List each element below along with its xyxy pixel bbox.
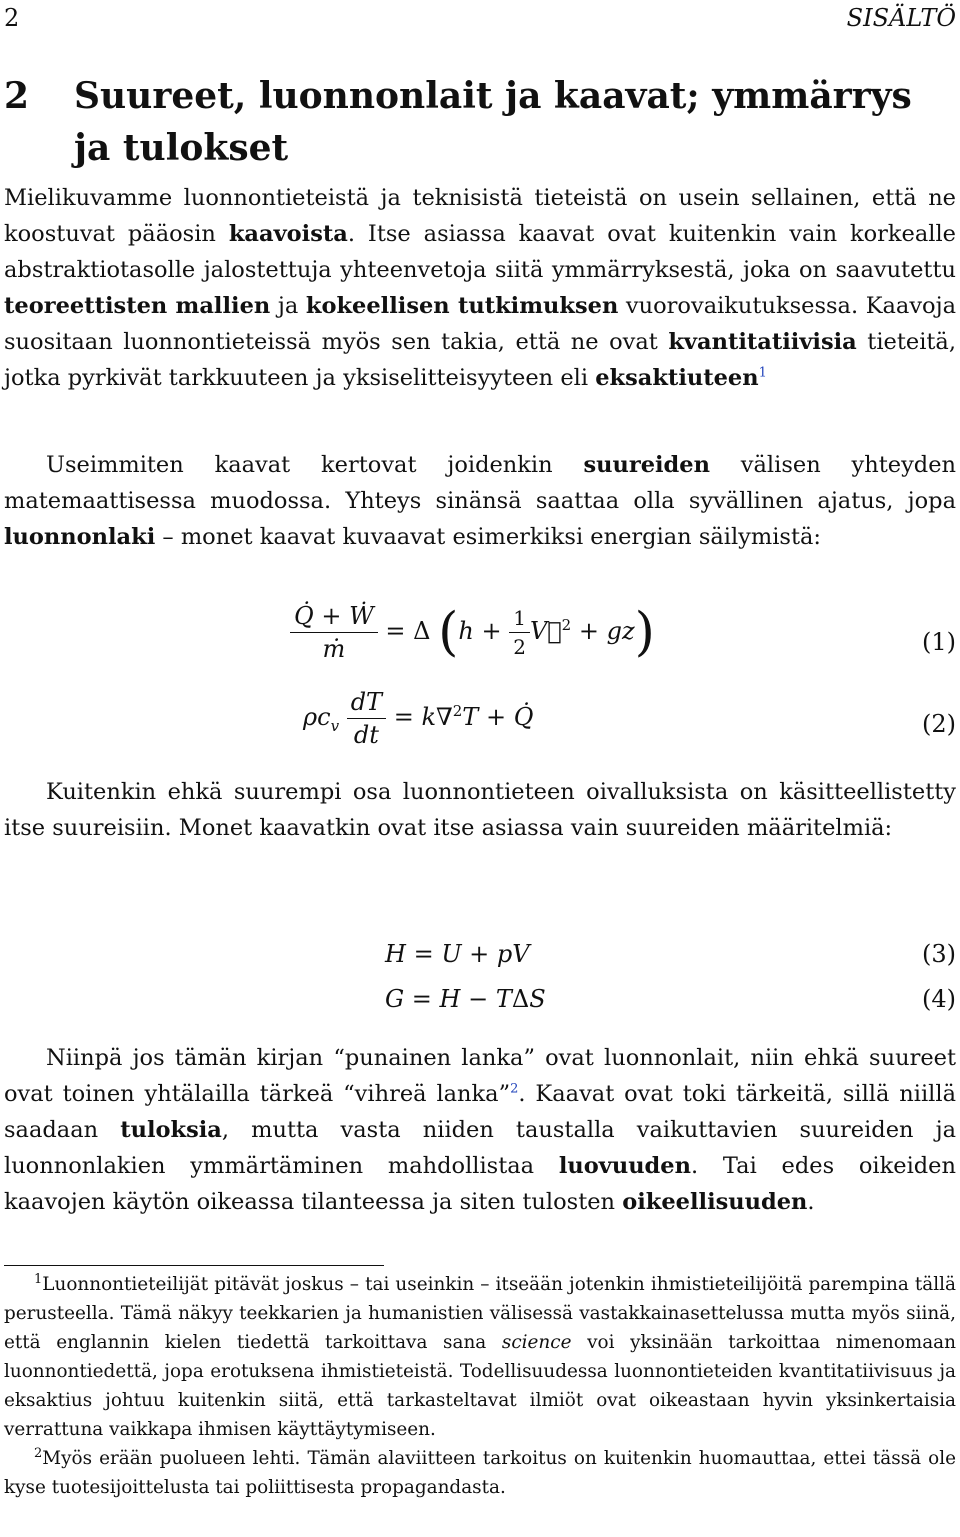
bold-term: tuloksia <box>120 1117 222 1143</box>
emphasis: science <box>501 1332 572 1353</box>
equation-number: (3) <box>922 940 956 968</box>
equation-3-body: H = U + pV <box>385 940 530 968</box>
equation-4 <box>0 985 956 1021</box>
bold-term: kokeellisen tutkimuksen <box>305 293 619 319</box>
paragraph-threads <box>4 1040 956 1220</box>
chapter-title-line1: Suureet, luonnonlait ja kaavat; ymmärrys <box>74 75 912 117</box>
text: Myös erään puolueen lehti. Tämän alaviitteen tarkoitus on kuitenkin huomauttaa, ettei tässä ole kyse tuotesijoittelusta tai poliittisesta propagandasta. <box>4 1448 956 1498</box>
chapter-number: 2 <box>4 75 30 117</box>
chapter-title-line2: ja tulokset <box>74 127 289 169</box>
bold-term: kvantitatiivisia <box>668 329 857 355</box>
text: . Kaavat ovat toki tärkeitä, sillä niillä saadaan <box>4 1081 956 1143</box>
equation-2-body: $\rho c_v$ $\frac{dT}{dt}$ = k∇$^2$T + Q̇ <box>303 688 534 749</box>
equation-number: (4) <box>922 985 956 1013</box>
bold-term: luonnonlaki <box>4 524 156 550</box>
running-head <box>4 4 956 36</box>
bold-term: suureiden <box>583 452 710 478</box>
bold-term: kaavoista <box>228 221 348 247</box>
text: voi yksinään tarkoittaa nimenomaan luonnontiedettä, jopa erotuksena ihmistieteistä. Todellisuudessa luonnontieteiden kvantitatiivisuus ja eksaktius johtuu kuitenkin siitä, että tarkasteltavat ilmiöt ovat oikeastaan hyvin yksinkertaisia verrattuna vaikkapa ihmisen käyttäytymiseen. <box>4 1332 956 1440</box>
chapter-title <box>4 70 956 174</box>
bold-term: oikeellisuuden <box>622 1189 808 1215</box>
paragraph-intro <box>4 180 956 396</box>
text: Mielikuvamme luonnontieteistä ja teknisistä tieteistä on usein sellainen, että ne koostuvat pääosin <box>4 185 956 247</box>
paragraph-quantities: Kuitenkin ehkä suurempi osa luonnontieteen oivalluksista on käsitteellistetty itse suureisiin. Monet kaavatkin ovat itse asiassa vain suureiden määritelmiä: <box>4 779 956 841</box>
footnote-ref-2[interactable]: 2 <box>510 1081 519 1097</box>
footnote-rule <box>4 1265 384 1266</box>
text: . Tai edes oikeiden kaavojen käytön oikeassa tilanteessa ja siten tulosten <box>4 1153 956 1215</box>
page-number: 2 <box>4 4 20 32</box>
equation-number: (1) <box>922 628 956 656</box>
text: Luonnontieteilijät pitävät joskus – tai useinkin – itseään jotenkin ihmistieteilijöitä parempina tällä perusteella. Tämä näkyy teekkarien ja humanistien välisessä vastakkainasettelussa mutta myös siinä, että englannin kielen tiedettä tarkoittava sana <box>4 1274 956 1353</box>
footnote-1 <box>4 1270 956 1444</box>
equation-4-body: G = H − TΔS <box>385 985 546 1013</box>
bold-term: teoreettisten mallien <box>4 293 271 319</box>
footnote-ref-1[interactable]: 1 <box>758 365 767 381</box>
text: tieteitä, jotka pyrkivät tarkkuuteen ja yksiselitteisyyteen eli <box>4 329 956 391</box>
footnotes <box>4 1265 956 1502</box>
paragraph-formulas <box>4 447 956 555</box>
footnote-2 <box>4 1444 956 1502</box>
text: ja <box>270 293 306 319</box>
footnote-mark: 2 <box>34 1445 43 1461</box>
equation-number: (2) <box>922 710 956 738</box>
footnote-mark: 1 <box>34 1271 43 1287</box>
text: . Itse asiassa kaavat ovat kuitenkin vain korkealle abstraktiotasolle jalostettuja yhteenvetoja siitä ymmärryksestä, joka on saavutettu <box>4 221 956 283</box>
text: välisen yhteyden matemaattisessa muodossa. Yhteys sinänsä saattaa olla syvällinen ajatus, jopa <box>4 452 957 514</box>
bold-term: luovuuden <box>558 1153 691 1179</box>
equation-3 <box>0 940 956 976</box>
text: Niinpä jos tämän kirjan “punainen lanka” ovat luonnonlait, niin ehkä suureet ovat toinen yhtälailla tärkeä “vihreä lanka” <box>4 1045 956 1107</box>
equation-1 <box>0 600 956 690</box>
text: – monet kaavat kuvaavat esimerkiksi energian säilymistä: <box>155 524 822 550</box>
text: Useimmiten kaavat kertovat joidenkin <box>46 452 584 478</box>
text: vuorovaikutuksessa. Kaavoja suositaan luonnontieteissä myös sen takia, että ne ovat <box>4 293 956 355</box>
bold-term: eksaktiuteen <box>595 365 759 391</box>
equation-1-body: $\frac{\text{Q̇ + Ẇ}}{\text{ṁ}}$ = Δ (h + $\frac{1}{2}$ V⃗$^2$ + gz) <box>290 602 655 663</box>
equation-2 <box>0 688 956 768</box>
text: . <box>807 1189 815 1215</box>
text: , mutta vasta niiden taustalla vaikuttavien suureiden ja luonnonlakien ymmärtäminen mahdollistaa <box>4 1117 956 1179</box>
running-title: SISÄLTÖ <box>846 4 956 32</box>
